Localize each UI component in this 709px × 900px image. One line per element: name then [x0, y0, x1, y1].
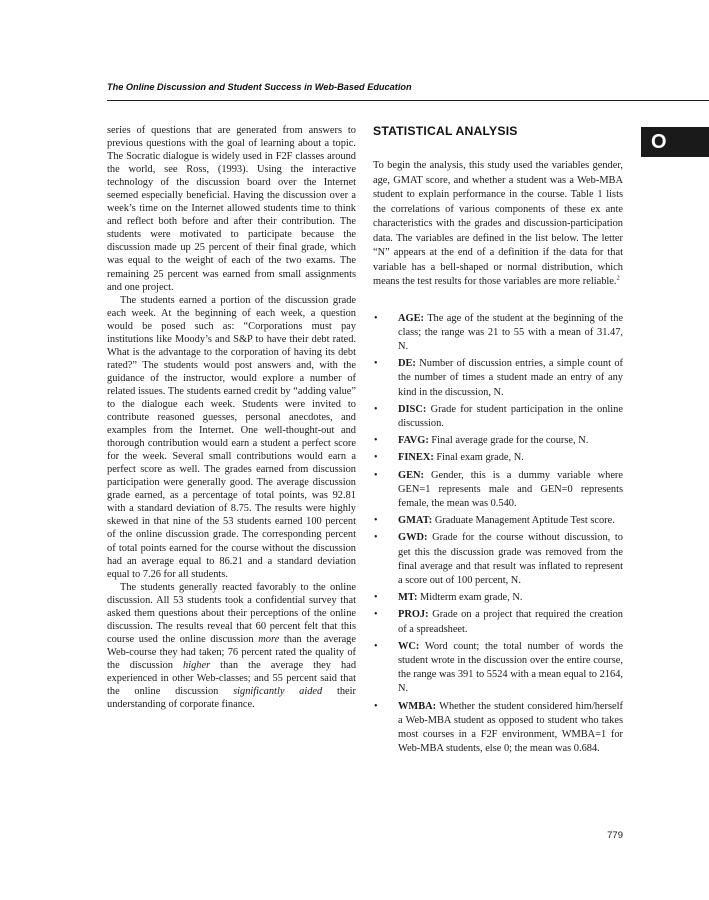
emphasis-higher: higher — [183, 659, 211, 671]
definition-text: The age of the student at the beginning of the class; the range was 21 to 55 with a mean of 31.47, N. — [398, 312, 623, 352]
definition-term: GEN: — [398, 469, 424, 481]
definition-term: WC: — [398, 640, 420, 652]
definition-text: Final exam grade, N. — [433, 452, 524, 464]
left-column — [107, 124, 356, 711]
bullet-icon: • — [374, 358, 378, 370]
definition-item — [373, 469, 623, 512]
bullet-icon: • — [374, 312, 378, 324]
definition-item — [373, 357, 623, 400]
paragraph-2: The students earned a portion of the discussion grade each week. At the beginning of each week, a question would be posed such as: “Corporations must pay institutions like Moody’s and S&P to have their debt rated. What is the advantage to the corporation of having its debt rated?” The students would post answers and, with the guidance of the instructor, would explore a number of related issues. The students earned credit by “adding value” to the dialogue each week. Students were invited to contribute reasoned guesses, personal anecdotes, and examples from the Internet. One well-thought-out and thorough contribution would earn a student a perfect score for the week. Several small contributions would earn a perfect score as well. The grades earned from discussion participation were generally good. The average discussion grade earned, as a percentage of total points, was 92.81 with a standard deviation of 8.75. The results were highly skewed in that nine of the 53 students earned 100 percent of the online discussion grade. The corresponding percent of total points earned for the course without the discussion had an average equal to 86.21 and a standard deviation equal to 7.26 for all students. — [107, 294, 356, 580]
definition-item — [373, 312, 623, 355]
bullet-icon: • — [374, 609, 378, 621]
definition-term: GMAT: — [398, 515, 433, 527]
bullet-icon: • — [374, 435, 378, 447]
footnote-marker: 2 — [616, 274, 620, 282]
definition-text: Grade for student participation in the online discussion. — [398, 403, 623, 429]
bullet-icon: • — [374, 700, 378, 712]
bullet-icon: • — [374, 403, 378, 415]
definition-item — [373, 640, 623, 697]
definition-term: DISC: — [398, 403, 427, 415]
right-column — [373, 124, 623, 759]
definition-term: FINEX: — [398, 452, 434, 464]
bullet-icon: • — [374, 469, 378, 481]
paragraph-3 — [107, 581, 356, 711]
header-rule — [107, 100, 709, 101]
definition-item — [373, 531, 623, 588]
definition-item — [373, 591, 623, 605]
paragraph-3-text-d: their understanding of corporate finance. — [107, 686, 356, 711]
definition-term: GWD: — [398, 532, 428, 544]
intro-text: To begin the analysis, this study used the variables gender, age, GMAT score, and whether a student was a Web-MBA student to explain performance in the course. Table 1 lists the correlations of various components of these ex ante characteristics with the grades and discussion-participation data. The variables are defined in the list below. The letter “N” appears at the end of a definition if the data for that variable has a bell-shaped or normal distribution, which means the test results for those variables are more reliable. — [373, 160, 623, 287]
emphasis-more: more — [258, 633, 280, 645]
definition-term: MT: — [398, 592, 418, 604]
bullet-icon: • — [374, 640, 378, 652]
definition-text: Grade for the course without discussion, to get this the discussion grade was removed from the final average and that result was inflated to represent a score out of 100 percent, N. — [398, 532, 623, 586]
definition-term: PROJ: — [398, 609, 429, 621]
definition-text: Number of discussion entries, a simple count of the number of times a student made an entry of any kind in the discussion, N. — [398, 358, 623, 398]
emphasis-significantly-aided: significantly aided — [233, 686, 323, 698]
paragraph-3-text-a: The students generally reacted favorably to the online discussion. All 53 students took a confidential survey that asked them questions about their perceptions of the online discussion. The results reveal that 60 percent felt that this course used the online discussion — [107, 581, 356, 645]
paragraph-1: series of questions that are generated from answers to previous questions with the goal of learning about a topic. The Socratic dialogue is widely used in F2F classes around the world, see Ross, (1993). Using the interactive technology of the discussion board over the Internet seemed especially beneficial. Having the discussion over a week’s time on the Internet allowed students time to think and reflect both before and after their contribution. The students were motivated to participate because the discussion made up 25 percent of their final grade, which was equal to the weight of each of the two exams. The remaining 25 percent was earned from small assignments and one project. — [107, 125, 356, 293]
definition-item — [373, 514, 623, 528]
definition-text: Midterm exam grade, N. — [417, 592, 523, 604]
definition-text: Gender, this is a dummy variable where GEN=1 represents male and GEN=0 represents female, the mean was 0.540. — [398, 469, 623, 509]
definition-item — [373, 403, 623, 431]
section-heading: STATISTICAL ANALYSIS — [373, 124, 518, 138]
definition-term: AGE: — [398, 312, 424, 324]
section-tab-marker: O — [641, 127, 709, 157]
bullet-icon: • — [374, 532, 378, 544]
definition-text: Whether the student considered him/herself a Web-MBA student as opposed to student who takes most courses in a F2F environment, WMBA=1 for Web-MBA students, else 0; the mean was 0.684. — [398, 700, 623, 755]
bullet-icon: • — [374, 515, 378, 527]
definition-text: Final average grade for the course, N. — [428, 435, 589, 447]
definition-item — [373, 608, 623, 636]
page-number: 779 — [607, 830, 623, 841]
bullet-icon: • — [374, 452, 378, 464]
definition-item — [373, 700, 623, 757]
paragraph-3-text-c: than the average they had experienced in other Web-classes; and 55 percent said that the online discussion — [107, 659, 357, 698]
definition-text: Grade on a project that required the creation of a spreadsheet. — [398, 609, 623, 635]
definition-text: Graduate Management Aptitude Test score. — [432, 515, 615, 527]
definition-item — [373, 434, 623, 448]
variable-definition-list — [373, 312, 623, 757]
definition-term: WMBA: — [398, 700, 437, 712]
definition-text: Word count; the total number of words the student wrote in the discussion over the entire course, the range was 391 to 5524 with a mean equal to 2164, N. — [398, 640, 623, 695]
definition-item — [373, 451, 623, 465]
running-header: The Online Discussion and Student Success in Web-Based Education — [107, 82, 412, 92]
paragraph-3-text-b: than the average Web-course they had taken; 76 percent rated the quality of the discussion — [107, 633, 356, 671]
definition-term: DE: — [398, 358, 416, 370]
intro-paragraph — [373, 159, 623, 290]
definition-term: FAVG: — [398, 435, 429, 447]
bullet-icon: • — [374, 592, 378, 604]
